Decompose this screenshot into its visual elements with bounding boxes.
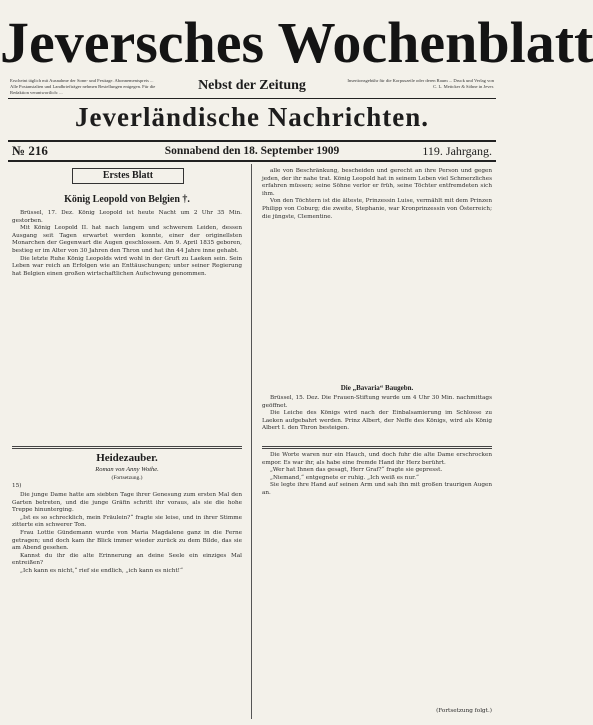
feuilleton-paragraph: Kannst du ihr die alte Erinnerung an deine Seele ein einziges Mal entreißen? — [12, 552, 242, 567]
issue-line — [8, 143, 496, 159]
article-paragraph: Mit König Leopold II. hat nach langem und schwerem Leiden, dessen Ausgang seit Tagen erwartet werden konnte, einer der originellsten Monarchen der Gegenwart die Augen geschlossen. Am 9. April 1835 geboren, bestieg er im Alter von 30 Jahren den Thron und hat ihn 44 Jahre inne gehabt. — [12, 225, 242, 254]
article-paragraph: Von den Töchtern ist die älteste, Prinzessin Luise, vermählt mit dem Prinzen Philipp von Coburg; die zweite, Stephanie, war Kronprinzessin von Österreich; die jüngste, Clementine. — [262, 198, 492, 220]
issue-volume: 119. Jahrgang. — [422, 144, 492, 158]
feuilleton-rule-top — [12, 446, 242, 447]
feuilleton-paragraph: „Wer hat Ihnen das gesagt, Herr Graf?“ fragte sie gepresst. — [270, 467, 443, 474]
masthead-nebentitel: Nebst der Zeitung — [198, 78, 306, 93]
feuilleton-paragraph: Frau Lottie Gündemann wurde von Maria Magdalene ganz in die Ferne getragen; und doch kam ihr Blick immer wieder zurück zu dem Bilde, das sie am Abend gesehen. — [12, 529, 242, 552]
article-leopold — [12, 210, 242, 442]
masthead-left-info: Erscheint täglich mit Ausnahme der Sonn- und Festtage. Abonnementspreis ... Alle Postanstalten und Landbriefträger nehmen Bestellungen entgegen. Für die Redaktion verantwortlich: ... — [10, 78, 156, 95]
masthead-title: Jeversches Wochenblatt — [0, 10, 593, 75]
section-title: Erstes Blatt — [72, 168, 184, 184]
article-bavaria — [262, 395, 492, 443]
feuilleton-note: (Fortsetzung.) — [111, 475, 143, 481]
feuilleton-rule-right — [262, 446, 492, 447]
article-continuation — [262, 168, 492, 378]
feuilleton-continuation — [262, 452, 492, 707]
issue-rule-bottom — [8, 160, 496, 162]
feuilleton-paragraph: „Ist es so schrecklich, mein Fräulein?“ fragte sie leise, und in ihrer Stimme zitterte ein schwerer Ton. — [12, 514, 242, 529]
feuilleton-title: Heidezauber. — [96, 452, 158, 464]
column-divider — [251, 164, 252, 719]
article-paragraph: Brüssel, 15. Dez. Die Frauen-Stiftung wurde um 4 Uhr 30 Min. nachmittags geöffnet. — [262, 395, 492, 409]
issue-number: № 216 — [12, 143, 48, 158]
feuilleton-number: 15) — [12, 483, 22, 489]
article-paragraph: Brüssel, 17. Dez. König Leopold ist heute Nacht um 2 Uhr 35 Min. gestorben. — [12, 210, 242, 224]
headline-bavaria: Die „Bavaria“ Baugebn. — [340, 384, 414, 392]
feuilleton-author: Roman von Anny Wothe. — [95, 466, 159, 473]
issue-rule-top — [8, 140, 496, 142]
masthead-rule — [8, 98, 496, 99]
headline-leopold: König Leopold von Belgien †. — [64, 194, 190, 205]
feuilleton-paragraph: Die Worte waren nur ein Hauch, und doch fuhr die alte Dame erschrocken empor. Es war ihr, als habe eine fremde Hand ihr Herz berührt. — [262, 452, 492, 466]
feuilleton-paragraph: „Ich kann es nicht,“ rief sie endlich, „ich kann es nicht!“ — [20, 567, 183, 574]
feuilleton-paragraph: Sie legte ihre Hand auf seinen Arm und sah ihn mit großen traurigen Augen an. — [262, 482, 492, 496]
feuilleton-paragraph: „Niemand,“ entgegnete er ruhig. „Ich weiß es nur.“ — [270, 474, 419, 481]
continuation-note: (Fortsetzung folgt.) — [436, 708, 492, 714]
article-paragraph: Die letzte Ruhe König Leopolds wird wohl in der Gruft zu Laeken sein. Sein Leben war reich an Erfolgen wie an Enttäuschungen; unter seiner Regierung hat Belgien einen großen wirtschaftlichen Aufschwung genommen. — [12, 255, 242, 277]
feuilleton-rule-top-2 — [12, 448, 242, 449]
masthead-subtitle: Jeverländische Nachrichten. — [75, 102, 429, 132]
feuilleton-paragraph: Die junge Dame hatte am siebten Tage ihrer Genesung zum ersten Mal den Garten betreten, und die junge Gräfin schritt ihr voraus, als sie die hohe Treppe hinunterging. — [12, 492, 242, 514]
feuilleton-rule-right-2 — [262, 448, 492, 449]
issue-date: Sonnabend den 18. September 1909 — [164, 145, 340, 157]
feuilleton-text — [12, 492, 242, 717]
article-paragraph: alle von Beschränkung, bescheiden und gerecht an ihre Person und gegen jeden, der ihr nahe trat. König Leopold hat in seinem Leben viel Schmerzliches erfahren müssen; seine Söhne verlor er früh, seine Töchter entfremdeten sich ihm. — [262, 168, 492, 197]
masthead-right-info: Insertionsgebühr für die Korpuszeile oder deren Raum ... Druck und Verlag von C. L. Mettcker & Söhne in Jever. — [347, 78, 494, 89]
article-paragraph: Die Leiche des Königs wird nach der Einbalsamierung im Schlosse zu Laeken aufgebahrt werden. Prinz Albert, der Neffe des Königs, wird als König Albert I. den Thron besteigen. — [262, 410, 492, 432]
